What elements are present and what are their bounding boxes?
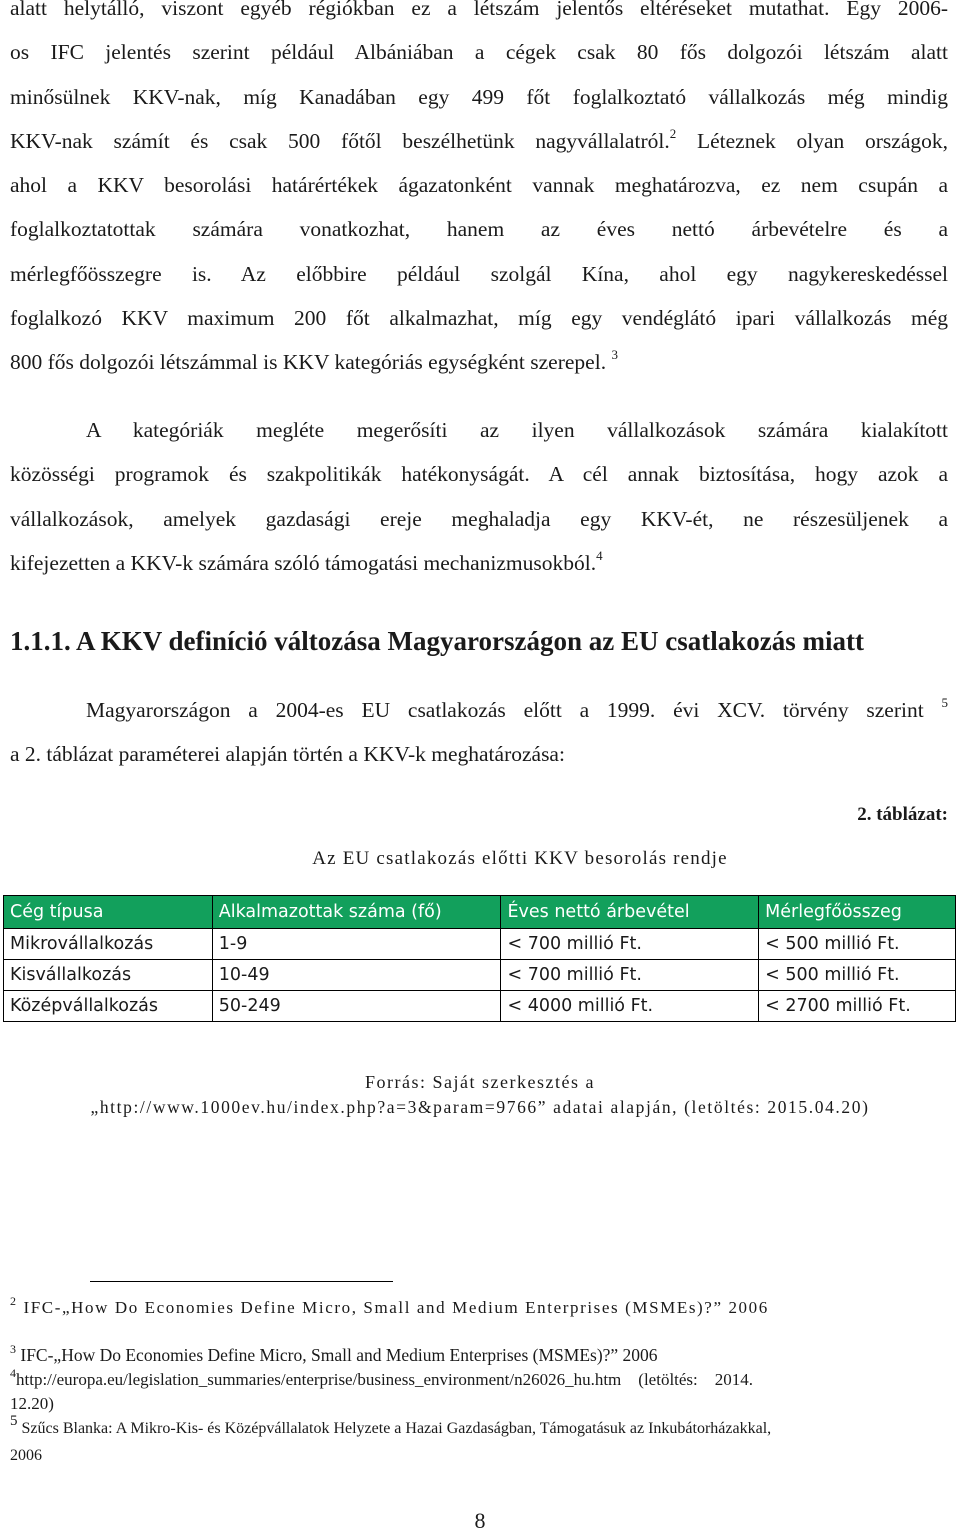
footnote-reference: 3 bbox=[611, 347, 618, 363]
table-cell: < 500 millió Ft. bbox=[759, 929, 956, 960]
footnote-text: IFC-„How Do Economies Define Micro, Small and Medium Enterprises (MSMEs)?” 2006 bbox=[23, 1298, 769, 1317]
table-header-row bbox=[4, 896, 956, 929]
paragraph-text: KKV-nak számít és csak 500 főtől beszélhetünk nagyvállalatról. bbox=[10, 128, 670, 153]
body-paragraph-1 bbox=[10, 0, 948, 385]
paragraph-line: közösségi programok és szakpolitikák hatékonyságát. A cél annak biztosítása, hogy azok a bbox=[10, 462, 948, 487]
header-employees: Alkalmazottak száma (fő) bbox=[212, 896, 501, 929]
table-cell: 50-249 bbox=[212, 991, 501, 1022]
footnote-number: 4 bbox=[10, 1366, 16, 1380]
paragraph-line: mérlegfőösszegre is. Az előbbire például szolgál Kína, ahol egy nagykereskedéssel bbox=[10, 261, 948, 286]
body-paragraph-3 bbox=[10, 688, 948, 777]
paragraph-line: A kategóriák megléte megerősíti az ilyen vállalkozások számára kialakított bbox=[86, 418, 948, 442]
paragraph-line: alatt helytálló, viszont egyéb régiókban ez a létszám jelentős eltéréseket mutathat. Egy 2006- bbox=[10, 0, 948, 20]
footnote-reference: 4 bbox=[596, 547, 603, 563]
table-row bbox=[4, 960, 956, 991]
paragraph-line bbox=[10, 340, 948, 384]
paragraph-line: foglalkoztatottak számára vonatkozhat, hanem az éves nettó árbevételre és a bbox=[10, 217, 948, 242]
paragraph-text: kifejezetten a KKV-k számára szóló támogatási mechanizmusokból. bbox=[10, 550, 597, 575]
footnote-number: 3 bbox=[10, 1342, 16, 1356]
table-title: Az EU csatlakozás előtti KKV besorolás rendje bbox=[312, 848, 728, 869]
page-number: 8 bbox=[474, 1508, 486, 1533]
paragraph-text: Léteznek olyan országok, bbox=[696, 128, 948, 153]
table-cell: < 700 millió Ft. bbox=[501, 960, 759, 991]
section-heading: 1.1.1. A KKV definíció változása Magyarországon az EU csatlakozás miatt bbox=[10, 626, 864, 656]
table-source-line-1: Forrás: Saját szerkesztés a bbox=[365, 1072, 595, 1092]
footnote-text: IFC-„How Do Economies Define Micro, Small and Medium Enterprises (MSMEs)?” 2006 bbox=[20, 1345, 658, 1365]
paragraph-line: ahol a KKV besorolási határértékek ágazatonként vannak meghatározva, ez nem csupán a bbox=[10, 173, 948, 198]
table-cell: < 2700 millió Ft. bbox=[759, 991, 956, 1022]
footnote-3 bbox=[10, 1342, 950, 1366]
footnote-text: Szűcs Blanka: A Mikro-Kis- és Középvállalatok Helyzete a Hazai Gazdaságban, Támogatásuk az Inkubátorházakkal, bbox=[21, 1420, 772, 1437]
table-cell: 1-9 bbox=[212, 929, 501, 960]
paragraph-text: Magyarországon a 2004-es EU csatlakozás előtt a 1999. évi XCV. törvény szerint bbox=[86, 698, 924, 722]
table-row bbox=[4, 929, 956, 960]
table-source-line-2: „http://www.1000ev.hu/index.php?a=3&param=9766” adatai alapján, (letöltés: 2015.04.20) bbox=[90, 1097, 870, 1117]
table-cell: < 700 millió Ft. bbox=[501, 929, 759, 960]
header-balance-total: Mérlegfőösszeg bbox=[759, 896, 956, 929]
paragraph-line: minősülnek KKV-nak, míg Kanadában egy 499 főt foglalkoztató vállalkozás még mindig bbox=[10, 84, 948, 109]
footnote-reference: 5 bbox=[941, 695, 948, 710]
footnote-2 bbox=[10, 1294, 950, 1318]
table-row bbox=[4, 991, 956, 1022]
table-cell: < 4000 millió Ft. bbox=[501, 991, 759, 1022]
table-number: 2. táblázat: bbox=[857, 804, 948, 825]
paragraph-line: vállalkozások, amelyek gazdasági ereje meghaladja egy KKV-ét, ne részesüljenek a bbox=[10, 506, 948, 531]
table-cell: 10-49 bbox=[212, 960, 501, 991]
paragraph-line bbox=[10, 541, 948, 585]
footnote-reference: 2 bbox=[669, 125, 677, 141]
paragraph-text: 800 fős dolgozói létszámmal is KKV kategóriás egységként szerepel. bbox=[10, 350, 607, 375]
footnote-text: http://europa.eu/legislation_summaries/enterprise/business_environment/n26026_hu.htm (letöltés: 2014. bbox=[16, 1370, 754, 1389]
footnote-number: 2 bbox=[10, 1294, 18, 1308]
paragraph-line bbox=[10, 119, 948, 163]
table-cell: < 500 millió Ft. bbox=[759, 960, 956, 991]
paragraph-line: a 2. táblázat paraméterei alapján történ a KKV-k meghatározása: bbox=[10, 742, 565, 767]
paragraph-line bbox=[10, 688, 948, 732]
header-company-type: Cég típusa bbox=[4, 896, 213, 929]
paragraph-line: foglalkozó KKV maximum 200 főt alkalmazhat, míg egy vendéglátó ipari vállalkozás még bbox=[10, 306, 948, 331]
table-cell: Középvállalkozás bbox=[4, 991, 213, 1022]
footnote-4-continuation: 12.20) bbox=[10, 1394, 54, 1413]
footnote-5 bbox=[10, 1413, 950, 1438]
footnote-separator bbox=[90, 1281, 393, 1282]
table-cell: Mikrovállalkozás bbox=[4, 929, 213, 960]
footnote-number: 5 bbox=[10, 1413, 18, 1429]
body-paragraph-2 bbox=[10, 408, 948, 585]
footnote-5-continuation: 2006 bbox=[10, 1447, 42, 1464]
header-annual-revenue: Éves nettó árbevétel bbox=[501, 896, 759, 929]
kkv-classification-table bbox=[3, 895, 956, 1022]
paragraph-line: os IFC jelentés szerint például Albániában a cégek csak 80 fős dolgozói létszám alatt bbox=[10, 40, 948, 65]
footnote-4 bbox=[10, 1366, 950, 1390]
table-cell: Kisvállalkozás bbox=[4, 960, 213, 991]
